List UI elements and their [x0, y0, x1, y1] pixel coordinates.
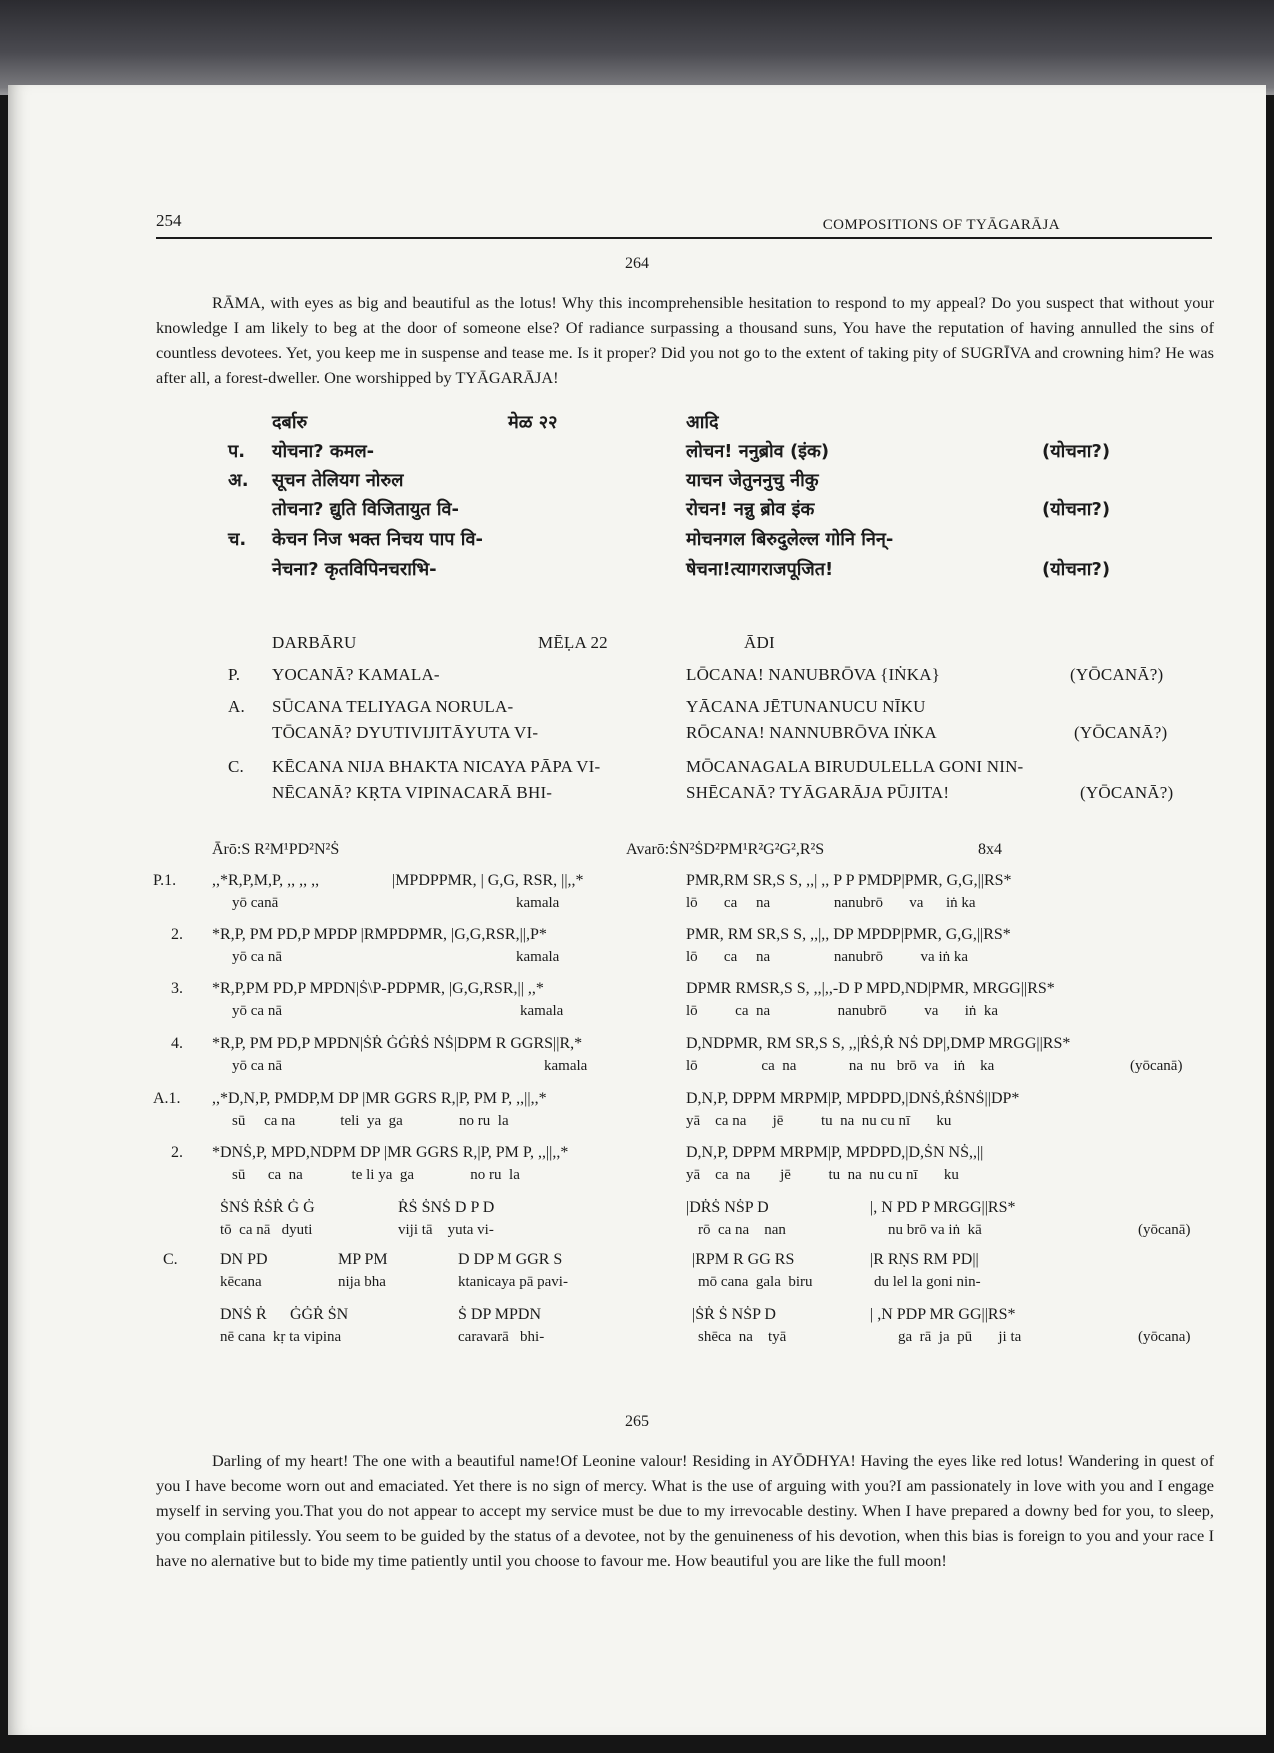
- notation-left-syllables: yō ca nā: [232, 1003, 282, 1019]
- dev-mela: मेळ २२: [508, 412, 558, 433]
- translation-264: [156, 290, 1214, 390]
- notation-right-syllables: rō ca na nan: [698, 1222, 786, 1238]
- notation-right-swara-2: |R RṆS RM PD||: [870, 1251, 979, 1268]
- notation-right-syllables: shēca na tyā: [698, 1329, 787, 1345]
- notation-right-syllables: lō ca na na nu brō va iṅ ka: [686, 1058, 995, 1074]
- notation-left-syllables-3: ktanicaya pā pavi-: [458, 1274, 568, 1290]
- dev-line-1-marker: प.: [228, 441, 246, 462]
- notation-right-swara: D,N,P, DPPM MRPM|P, MPDPD,|DNṠ,ṘṠNṠ||DP*: [686, 1090, 1020, 1107]
- header-rule: [156, 237, 1212, 239]
- roman-line-2-left: SŪCANA TELIYAGA NORULA-: [272, 697, 514, 716]
- dev-line-4-left: केचन निज भक्त निचय पाप वि-: [272, 529, 483, 550]
- dev-line-3-right: रोचन! नन्नु ब्रोव इंक: [686, 499, 815, 520]
- dev-line-5-right: षेचना!त्यागराजपूजित!: [686, 559, 834, 580]
- tala-count: 8x4: [978, 841, 1002, 858]
- notation-left-syllables: sū ca na teli ya ga no ru la: [232, 1113, 509, 1129]
- translation-265-text: Darling of my heart! The one with a beautiful name!Of Leonine valour! Residing in AYŌDHYA! Having the eyes like red lotus! Wandering in quest of you I have become worn out and emaciated. Yet there is no sign of mercy. What is the use of arguing with you?I am passionately in love with you and I engage myself in serving you.That you do not appear to accept my service must be due to my irrevocable destiny. When I have prepared a downy bed for you, to sleep, you complain pitilessly. You seem to be guided by the status of a devotee, not by the genuineness of his devotion, when this bias is foreign to you and your race I have no alernative but to bide my time patiently until you choose to favour me. How beautiful you are like the full moon!: [156, 1451, 1214, 1570]
- notation-right-swara: D,NDPMR, RM SR,S S, ,,|ṘṠ,Ṙ NṠ DP|,DMP MRGG||RS*: [686, 1035, 1071, 1052]
- notation-right-swara: D,N,P, DPPM MRPM|P, MPDPD,|D,ṠN NṠ,,||: [686, 1144, 984, 1161]
- roman-tala: ĀDI: [744, 633, 775, 652]
- dev-line-1-left: योचना? कमल-: [272, 441, 375, 462]
- avarohana: Avarō:ṠN²ṠD²PM¹R²G²G²,R²S: [626, 841, 825, 858]
- notation-left-swara: ṠNṠ ṘṠṘ Ġ Ġ: [220, 1199, 315, 1216]
- notation-right-swara-2: | ,N PDP MR GG||RS*: [870, 1306, 1016, 1323]
- notation-refrain: (yōcanā): [1130, 1058, 1183, 1074]
- notation-right-syllables: mō cana gala biru: [698, 1274, 813, 1290]
- notation-left-syllables: yō ca nā: [232, 949, 282, 965]
- notation-label: A.1.: [153, 1090, 181, 1107]
- notation-left-syllables: yō canā: [232, 895, 279, 911]
- roman-line-5-left: NĒCANĀ? KṚTA VIPINACARĀ BHI-: [272, 783, 553, 802]
- notation-left-swara: *DNṠ,P, MPD,NDPM DP |MR GGRS R,|P, PM P, ,,||,,*: [212, 1144, 569, 1161]
- notation-left-syllables: yō ca nā: [232, 1058, 282, 1074]
- dev-line-1-right: लोचन! ननुब्रोव (इंक): [686, 441, 830, 462]
- roman-line-4-left: KĒCANA NIJA BHAKTA NICAYA PĀPA VI-: [272, 757, 601, 776]
- roman-line-3-right: RŌCANA! NANNUBRŌVA IṄKA: [686, 723, 937, 742]
- notation-right-syllables: yā ca na jē tu na nu cu nī ku: [686, 1167, 959, 1183]
- roman-line-5-refrain: (YŌCANĀ?): [1080, 783, 1174, 802]
- notation-left-syllables-3: caravarā bhi-: [458, 1329, 545, 1345]
- translation-264-text: RĀMA, with eyes as big and beautiful as the lotus! Why this incomprehensible hesitation to respond to my appeal? Do you suspect that without your knowledge I am likely to beg at the door of someone else? Of radiance surpassing a thousand suns, You have the reputation of having annulled the sins of countless devotees. Yet, you keep me in suspense and tease me. Is it proper? Did you not go to the extent of taking pity of SUGRĪVA and crowning him? He was after all, a forest-dweller. One worshipped by TYĀGARĀJA!: [156, 293, 1214, 387]
- notation-right-swara: DPMR RMSR,S S, ,,|,,-D P MPD,ND|PMR, MRGG||RS*: [686, 980, 1055, 997]
- notation-refrain: (yōcana): [1138, 1329, 1191, 1345]
- dev-line-2-marker: अ.: [228, 470, 249, 491]
- notation-label: 4.: [171, 1035, 183, 1052]
- notation-left-swara: DN PD: [220, 1251, 268, 1268]
- dev-line-4-marker: च.: [228, 529, 247, 550]
- notation-right-syllables: lō ca na nanubrō va iṅ ka: [686, 895, 976, 911]
- roman-mela: MĒḶA 22: [538, 633, 608, 652]
- song-number-265: 265: [625, 1413, 649, 1430]
- notation-right-swara: |ṠṘ Ṡ NṠP D: [692, 1306, 776, 1323]
- notation-left-syllables-2: kamala: [520, 1003, 564, 1019]
- notation-right-swara-2: |, N PD P MRGG||RS*: [870, 1199, 1016, 1216]
- notation-left-swara-3: D DP M GGR S: [458, 1251, 563, 1268]
- scan-background: [0, 0, 1274, 95]
- dev-line-4-right: मोचनगल बिरुदुलेल्ल गोनि निन्-: [686, 529, 894, 550]
- notation-left-syllables-2: kamala: [544, 1058, 588, 1074]
- notation-left-swara-2: ĠĠṘ ṠN: [290, 1306, 349, 1323]
- roman-line-2-right: YĀCANA JĒTUNANUCU NĪKU: [686, 697, 926, 716]
- notation-left-swara: *R,P, PM PD,P MPDN|ṠṘ ĠĠṘṠ NṠ|DPM R GGRS||R,*: [212, 1035, 583, 1052]
- notation-left-swara: ,,*D,N,P, PMDP,M DP |MR GGRS R,|P, PM P, ,,||,,*: [212, 1090, 547, 1107]
- notation-left-swara: ,,*R,P,M,P, ,, ,, ,,: [212, 872, 320, 889]
- page-number: 254: [156, 211, 182, 230]
- notation-left-syllables-2: nija bha: [338, 1274, 386, 1290]
- notation-right-syllables-2: ga rā ja pū ji ta: [898, 1329, 1022, 1345]
- arohana: Ārō:S R²M¹PD²N²Ṡ: [212, 841, 340, 858]
- roman-line-5-right: SHĒCANĀ? TYĀGARĀJA PŪJITA!: [686, 783, 950, 802]
- notation-right-swara: |DṘṠ NṠP D: [686, 1199, 769, 1216]
- running-title: COMPOSITIONS OF TYĀGARĀJA: [822, 217, 1060, 233]
- roman-line-4-marker: C.: [228, 757, 244, 776]
- notation-left-swara: *R,P,PM PD,P MPDN|Ṡ\P-PDPMR, |G,G,RSR,|| ,,*: [212, 980, 544, 997]
- notation-left-syllables-2: kamala: [516, 895, 560, 911]
- dev-line-1-refrain: (योचना?): [1042, 441, 1111, 462]
- notation-left-syllables-2: viji tā yuta vi-: [398, 1222, 494, 1238]
- notation-right-syllables: lō ca na nanubrō va iṅ ka: [686, 1003, 999, 1019]
- notation-label: P.1.: [153, 872, 177, 889]
- book-page: [8, 85, 1266, 1735]
- notation-label: 3.: [171, 980, 183, 997]
- dev-line-2-right: याचन जेतुननुचु नीकु: [686, 470, 819, 491]
- notation-right-swara: PMR, RM SR,S S, ,,|,, DP MPDP|PMR, G,G,||RS*: [686, 926, 1011, 943]
- roman-line-3-refrain: (YŌCANĀ?): [1074, 723, 1168, 742]
- notation-left-swara: DNṠ Ṙ: [220, 1306, 267, 1323]
- notation-right-syllables-2: nu brō va iṅ kā: [888, 1222, 982, 1238]
- roman-line-2-marker: A.: [228, 697, 245, 716]
- notation-label: C.: [163, 1251, 178, 1268]
- notation-left-swara: *R,P, PM PD,P MPDP |RMPDPMR, |G,G,RSR,||,P*: [212, 926, 547, 943]
- dev-line-3-left: तोचना? द्युति विजितायुत वि-: [272, 499, 459, 520]
- dev-raga: दर्बारु: [272, 412, 308, 433]
- notation-left-swara-3: Ṡ DP MPDN: [458, 1306, 541, 1323]
- notation-left-syllables: tō ca nā dyuti: [220, 1222, 313, 1238]
- notation-right-swara: PMR,RM SR,S S, ,,| ,, P P PMDP|PMR, G,G,||RS*: [686, 872, 1012, 889]
- dev-line-2-left: सूचन तेलियग नोरुल: [272, 470, 404, 491]
- roman-raga: DARBĀRU: [272, 633, 357, 652]
- roman-line-4-right: MŌCANAGALA BIRUDULELLA GONI NIN-: [686, 757, 1024, 776]
- notation-right-syllables: lō ca na nanubrō va iṅ ka: [686, 949, 969, 965]
- notation-refrain: (yōcanā): [1138, 1222, 1191, 1238]
- notation-left-syllables-2: kamala: [516, 949, 560, 965]
- notation-left-syllables: sū ca na te li ya ga no ru la: [232, 1167, 520, 1183]
- notation-label: 2.: [171, 926, 183, 943]
- song-number-264: 264: [625, 255, 649, 272]
- notation-right-syllables: yā ca na jē tu na nu cu nī ku: [686, 1113, 952, 1129]
- dev-line-3-refrain: (योचना?): [1042, 499, 1111, 520]
- roman-line-1-refrain: (YŌCANĀ?): [1070, 665, 1164, 684]
- dev-line-5-left: नेचना? कृतविपिनचराभि-: [272, 559, 437, 580]
- roman-line-1-marker: P.: [228, 665, 241, 684]
- notation-left-syllables: nē cana kṛ ta vipina: [220, 1329, 342, 1345]
- roman-line-3-left: TŌCANĀ? DYUTIVIJITĀYUTA VI-: [272, 723, 539, 742]
- dev-line-5-refrain: (योचना?): [1042, 559, 1111, 580]
- notation-left-syllables: kēcana: [220, 1274, 262, 1290]
- notation-left-swara-2: MP PM: [338, 1251, 388, 1268]
- notation-right-syllables-2: du lel la goni nin-: [874, 1274, 981, 1290]
- roman-line-1-left: YOCANĀ? KAMALA-: [272, 665, 440, 684]
- dev-tala: आदि: [686, 412, 719, 433]
- roman-line-1-right: LŌCANA! NANUBRŌVA {IṄKA}: [686, 665, 941, 684]
- notation-label: 2.: [171, 1144, 183, 1161]
- translation-265: [156, 1448, 1214, 1573]
- notation-right-swara: |RPM R GG RS: [692, 1251, 795, 1268]
- notation-left-swara-2: ṘṠ ṠNṠ D P D: [398, 1199, 495, 1216]
- notation-left-swara-2: |MPDPPMR, | G,G, RSR, ||,,*: [392, 872, 584, 889]
